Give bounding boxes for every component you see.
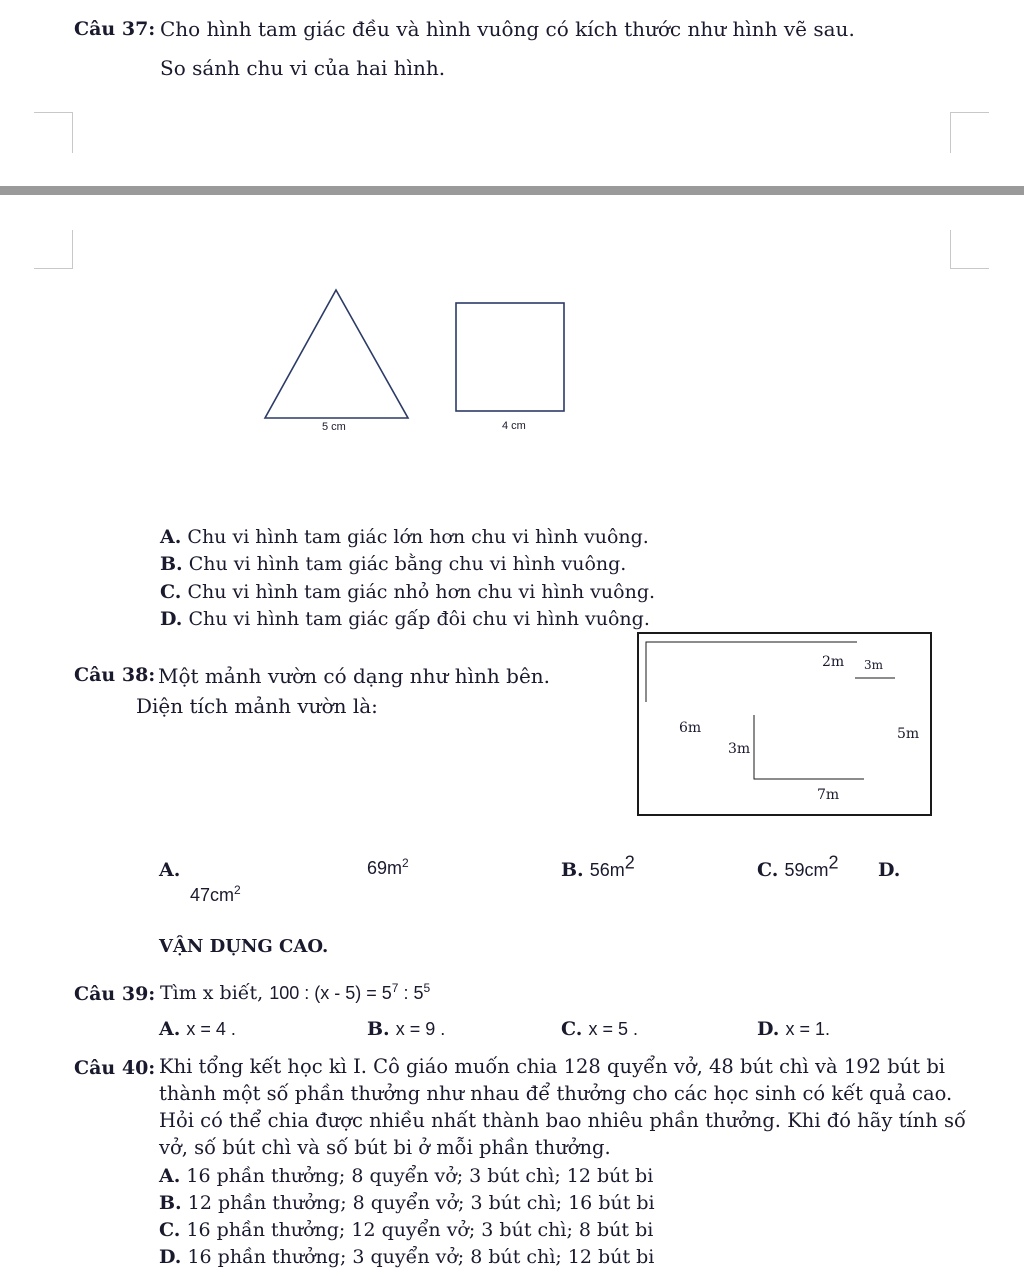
q39-option-d[interactable]: D. x = 1. <box>757 1018 830 1040</box>
page-corner-mark <box>34 230 73 269</box>
garden-label-7m: 7m <box>817 787 840 803</box>
q38-option-c[interactable]: C. $59cm^2$ <box>757 852 839 881</box>
garden-label-3m-inner: 3m <box>728 741 751 757</box>
square-side-label: 4 cm <box>502 420 526 432</box>
q40-prompt-line1: Khi tổng kết học kì I. Cô giáo muốn chia 128 quyển vở, 48 bút chì và 192 bút bi <box>159 1055 946 1078</box>
q37-prompt-line1: Cho hình tam giác đều và hình vuông có kích thước như hình vẽ sau. <box>160 17 855 41</box>
q38-option-d-value[interactable]: $47cm^2$ <box>190 883 241 905</box>
q37-prompt-line2: So sánh chu vi của hai hình. <box>160 56 446 80</box>
q38-label: Câu 38: <box>74 664 156 686</box>
page-break <box>0 186 1024 195</box>
q39-equation: 100 : $(x - 5) = 5^7$ : $5^5$ <box>269 981 431 1003</box>
q38-option-a-value[interactable]: $69m^2$ <box>367 856 409 878</box>
q39-option-c[interactable]: C. x = 5 . <box>561 1018 638 1040</box>
q40-prompt-line3: Hỏi có thể chia được nhiều nhất thành bao nhiêu phần thưởng. Khi đó hãy tính số <box>159 1109 966 1132</box>
garden-inner-corner <box>754 715 864 779</box>
q37-option-d[interactable]: D. Chu vi hình tam giác gấp đôi chu vi hình vuông. <box>160 608 650 630</box>
page-corner-mark <box>950 230 989 269</box>
q39-prompt-text: Tìm x biết, <box>160 982 264 1004</box>
page-corner-mark <box>950 112 989 153</box>
q40-prompt-line4: vở, số bút chì và số bút bi ở mỗi phần thưởng. <box>159 1136 611 1159</box>
q38-prompt-line1: Một mảnh vườn có dạng như hình bên. <box>158 664 551 688</box>
garden-outline-top <box>646 642 857 702</box>
q40-option-b[interactable]: B. 12 phần thưởng; 8 quyển vở; 3 bút chì; 16 bút bi <box>159 1192 655 1214</box>
q38-option-b[interactable]: B. $56m^2$ <box>561 852 635 881</box>
q40-option-a[interactable]: A. 16 phần thưởng; 8 quyển vở; 3 bút chì; 12 bút bi <box>159 1165 654 1187</box>
q40-label: Câu 40: <box>74 1057 156 1079</box>
q39-label: Câu 39: <box>74 983 156 1005</box>
q38-option-d-letter[interactable]: D. <box>878 859 901 881</box>
square-shape <box>456 303 564 411</box>
garden-label-3m-top: 3m <box>864 658 884 672</box>
page-corner-mark <box>34 112 73 153</box>
equilateral-triangle <box>265 290 408 418</box>
shapes-figure <box>250 280 580 440</box>
q37-option-b[interactable]: B. Chu vi hình tam giác bằng chu vi hình vuông. <box>160 553 627 575</box>
section-heading: VẬN DỤNG CAO. <box>159 936 329 957</box>
q37-label: Câu 37: <box>74 18 156 40</box>
q40-option-d[interactable]: D. 16 phần thưởng; 3 quyển vở; 8 bút chì; 12 bút bi <box>159 1246 655 1268</box>
garden-label-5m: 5m <box>897 726 920 742</box>
q38-prompt-line2: Diện tích mảnh vườn là: <box>136 694 378 718</box>
triangle-side-label: 5 cm <box>322 421 346 433</box>
q37-option-a[interactable]: A. Chu vi hình tam giác lớn hơn chu vi hình vuông. <box>160 526 649 548</box>
q39-option-b[interactable]: B. x = 9 . <box>367 1018 446 1040</box>
q40-prompt-line2: thành một số phần thưởng như nhau để thưởng cho các học sinh có kết quả cao. <box>159 1082 953 1105</box>
q39-option-a[interactable]: A. x = 4 . <box>159 1018 236 1040</box>
q38-option-a-letter[interactable]: A. <box>159 859 181 881</box>
garden-label-2m: 2m <box>822 654 845 670</box>
q40-option-c[interactable]: C. 16 phần thưởng; 12 quyển vở; 3 bút chì; 8 bút bi <box>159 1219 654 1241</box>
q37-option-c[interactable]: C. Chu vi hình tam giác nhỏ hơn chu vi hình vuông. <box>160 581 656 603</box>
garden-label-6m: 6m <box>679 720 702 736</box>
q39-prompt <box>160 982 430 1004</box>
